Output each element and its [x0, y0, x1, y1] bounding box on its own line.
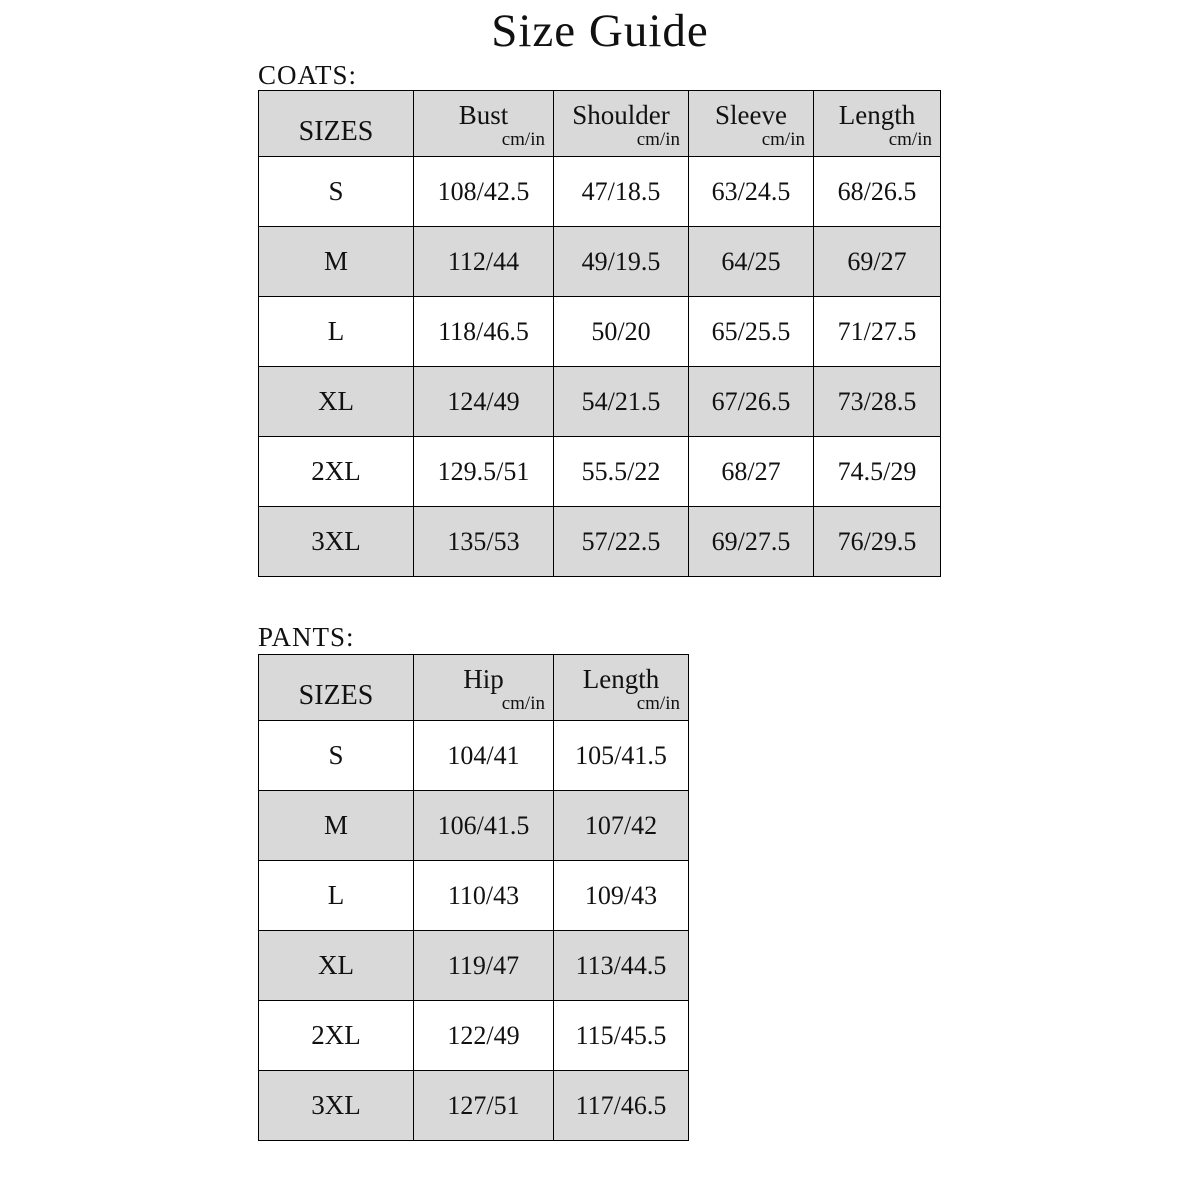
value-cell: 65/25.5 — [689, 297, 814, 367]
value-cell: 113/44.5 — [554, 931, 689, 1001]
table-row — [259, 791, 689, 861]
header-unit: cm/in — [761, 129, 805, 151]
size-cell: 3XL — [259, 507, 414, 577]
value-cell: 50/20 — [554, 297, 689, 367]
value-cell: 68/27 — [689, 437, 814, 507]
value-cell: 109/43 — [554, 861, 689, 931]
size-cell: M — [259, 227, 414, 297]
value-cell: 105/41.5 — [554, 721, 689, 791]
header-label: Shoulder — [572, 99, 670, 130]
value-cell: 73/28.5 — [814, 367, 941, 437]
header-label: SIZES — [298, 680, 374, 712]
pants-header-length — [554, 655, 689, 721]
size-cell: L — [259, 861, 414, 931]
value-cell: 76/29.5 — [814, 507, 941, 577]
size-cell: 2XL — [259, 437, 414, 507]
table-row — [259, 931, 689, 1001]
value-cell: 71/27.5 — [814, 297, 941, 367]
pants-size-table — [258, 654, 689, 1141]
table-row — [259, 367, 941, 437]
table-row — [259, 721, 689, 791]
value-cell: 115/45.5 — [554, 1001, 689, 1071]
size-cell: S — [259, 157, 414, 227]
table-row — [259, 861, 689, 931]
value-cell: 117/46.5 — [554, 1071, 689, 1141]
header-unit: cm/in — [501, 693, 545, 715]
header-unit: cm/in — [636, 693, 680, 715]
coats-header-length — [814, 91, 941, 157]
value-cell: 119/47 — [414, 931, 554, 1001]
coats-header-bust — [414, 91, 554, 157]
table-row — [259, 437, 941, 507]
header-unit: cm/in — [888, 129, 932, 151]
value-cell: 67/26.5 — [689, 367, 814, 437]
value-cell: 135/53 — [414, 507, 554, 577]
header-label: SIZES — [298, 116, 374, 148]
value-cell: 104/41 — [414, 721, 554, 791]
value-cell: 57/22.5 — [554, 507, 689, 577]
table-row — [259, 1001, 689, 1071]
size-cell: XL — [259, 931, 414, 1001]
table-row — [259, 227, 941, 297]
table-row — [259, 1071, 689, 1141]
value-cell: 55.5/22 — [554, 437, 689, 507]
value-cell: 54/21.5 — [554, 367, 689, 437]
size-cell: 2XL — [259, 1001, 414, 1071]
value-cell: 124/49 — [414, 367, 554, 437]
size-cell: L — [259, 297, 414, 367]
value-cell: 74.5/29 — [814, 437, 941, 507]
coats-size-table — [258, 90, 941, 577]
page-title: Size Guide — [491, 5, 709, 57]
pants-header-row — [259, 655, 689, 721]
header-label: Length — [838, 99, 916, 130]
header-label: Sleeve — [715, 99, 787, 130]
coats-header-row — [259, 91, 941, 157]
header-unit: cm/in — [636, 129, 680, 151]
pants-header-hip — [414, 655, 554, 721]
value-cell: 118/46.5 — [414, 297, 554, 367]
value-cell: 69/27.5 — [689, 507, 814, 577]
table-row — [259, 507, 941, 577]
size-cell: 3XL — [259, 1071, 414, 1141]
table-row — [259, 157, 941, 227]
value-cell: 63/24.5 — [689, 157, 814, 227]
size-cell: XL — [259, 367, 414, 437]
coats-header-sizes — [259, 91, 414, 157]
coats-section-label: COATS: — [258, 60, 358, 90]
header-label: Bust — [458, 99, 509, 130]
size-cell: M — [259, 791, 414, 861]
header-unit: cm/in — [501, 129, 545, 151]
value-cell: 49/19.5 — [554, 227, 689, 297]
size-cell: S — [259, 721, 414, 791]
value-cell: 108/42.5 — [414, 157, 554, 227]
coats-header-shoulder — [554, 91, 689, 157]
value-cell: 112/44 — [414, 227, 554, 297]
table-row — [259, 297, 941, 367]
coats-header-sleeve — [689, 91, 814, 157]
value-cell: 106/41.5 — [414, 791, 554, 861]
pants-section-label: PANTS: — [258, 622, 355, 652]
value-cell: 110/43 — [414, 861, 554, 931]
value-cell: 127/51 — [414, 1071, 554, 1141]
value-cell: 68/26.5 — [814, 157, 941, 227]
header-label: Hip — [463, 663, 504, 694]
value-cell: 129.5/51 — [414, 437, 554, 507]
value-cell: 47/18.5 — [554, 157, 689, 227]
value-cell: 107/42 — [554, 791, 689, 861]
pants-header-sizes — [259, 655, 414, 721]
header-label: Length — [582, 663, 660, 694]
value-cell: 122/49 — [414, 1001, 554, 1071]
value-cell: 69/27 — [814, 227, 941, 297]
value-cell: 64/25 — [689, 227, 814, 297]
